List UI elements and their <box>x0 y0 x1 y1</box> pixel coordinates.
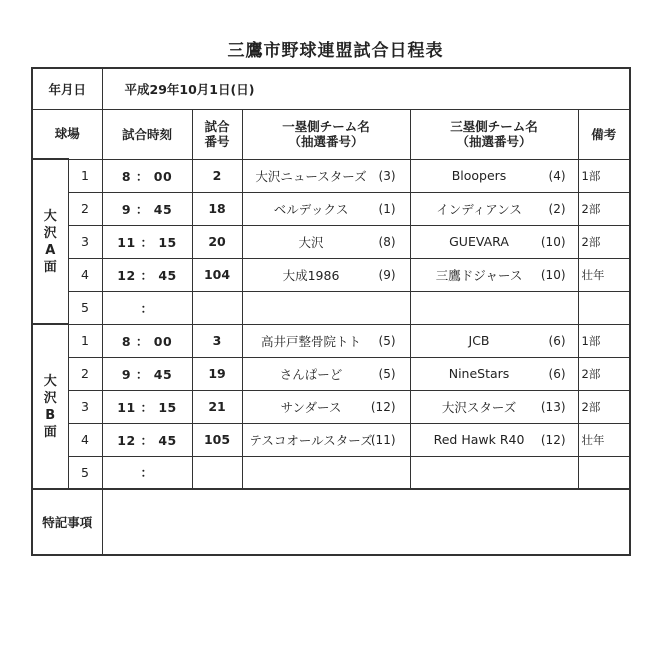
venue-name: 大 沢 A 面 <box>32 159 68 324</box>
team-3b-lot: (6) <box>548 333 566 348</box>
game-time: 11 ： 15 <box>102 225 192 258</box>
game-time: 12 ： 45 <box>102 423 192 456</box>
team-1b-name: 大沢 <box>298 234 324 250</box>
team-3b-name: NineStars <box>448 366 510 381</box>
slot-number: 3 <box>68 390 102 423</box>
header-team-3b: 三塁側チーム名 （抽選番号） <box>410 109 578 159</box>
team-3b-lot: (12) <box>540 432 566 447</box>
team-3b-name: GUEVARA <box>449 234 509 249</box>
remarks <box>578 291 630 324</box>
team-3b <box>410 390 578 423</box>
slot-number: 2 <box>68 357 102 390</box>
team-3b-name: Bloopers <box>451 168 507 183</box>
team-1b-name: 高井戸整骨院トト <box>261 333 362 349</box>
date-label: 年月日 <box>32 68 102 109</box>
team-3b <box>410 423 578 456</box>
table-row <box>32 192 630 225</box>
team-1b-name: ベルデックス <box>273 201 349 217</box>
team-1b <box>242 357 410 390</box>
remarks: 1部 <box>578 159 630 192</box>
team-1b <box>242 390 410 423</box>
team-3b-name: Red Hawk R40 <box>433 432 525 447</box>
team-3b-name: インディアンス <box>436 201 522 217</box>
team-1b-lot: (9) <box>378 267 396 282</box>
game-number <box>192 456 242 489</box>
slot-number: 5 <box>68 291 102 324</box>
remarks: 2部 <box>578 357 630 390</box>
team-1b-name: 大沢ニュースターズ <box>255 168 367 184</box>
game-number: 20 <box>192 225 242 258</box>
slot-number: 5 <box>68 456 102 489</box>
remarks: 1部 <box>578 324 630 357</box>
slot-number: 1 <box>68 159 102 192</box>
team-3b-name: 大沢スターズ <box>441 399 517 415</box>
team-1b-name: 大成1986 <box>282 267 340 283</box>
team-1b-name: テスコオールスターズ <box>249 432 373 448</box>
game-number: 3 <box>192 324 242 357</box>
header-venue: 球場 <box>32 109 102 159</box>
team-3b-name: JCB <box>468 333 490 348</box>
team-1b <box>242 423 410 456</box>
team-1b-lot: (8) <box>378 234 396 249</box>
game-time: 9 ： 45 <box>102 192 192 225</box>
special-notes-label: 特記事項 <box>32 489 102 555</box>
team-3b-lot: (4) <box>548 168 566 183</box>
table-row <box>32 390 630 423</box>
team-3b-lot: (10) <box>540 234 566 249</box>
remarks: 2部 <box>578 390 630 423</box>
table-row <box>32 291 630 324</box>
game-time: 9 ： 45 <box>102 357 192 390</box>
game-time: ： <box>102 456 192 489</box>
team-1b <box>242 192 410 225</box>
table-row <box>32 357 630 390</box>
team-3b <box>410 258 578 291</box>
team-1b-lot: (11) <box>370 432 396 447</box>
game-number: 2 <box>192 159 242 192</box>
team-1b-lot: (3) <box>378 168 396 183</box>
special-notes-row <box>32 489 630 555</box>
header-remarks: 備考 <box>578 109 630 159</box>
team-3b <box>410 159 578 192</box>
team-1b <box>242 258 410 291</box>
team-3b <box>410 225 578 258</box>
team-3b <box>410 456 578 489</box>
team-3b-name: 三鷹ドジャース <box>435 267 523 283</box>
game-number <box>192 291 242 324</box>
header-row <box>32 109 630 159</box>
team-1b <box>242 225 410 258</box>
schedule-table <box>31 67 631 556</box>
team-1b <box>242 456 410 489</box>
slot-number: 4 <box>68 423 102 456</box>
remarks: 2部 <box>578 225 630 258</box>
game-number: 105 <box>192 423 242 456</box>
game-number: 18 <box>192 192 242 225</box>
team-1b <box>242 159 410 192</box>
team-1b-lot: (12) <box>370 399 396 414</box>
date-value: 平成29年10月1日(日) <box>102 68 630 109</box>
remarks: 壮年 <box>578 423 630 456</box>
game-time: 8 ： 00 <box>102 159 192 192</box>
team-1b-lot: (1) <box>378 201 396 216</box>
team-1b-lot: (5) <box>378 366 396 381</box>
team-3b <box>410 192 578 225</box>
team-1b-name: サンダース <box>280 399 342 415</box>
team-1b-name: さんぱーど <box>279 366 343 382</box>
table-row <box>32 423 630 456</box>
game-time: 12 ： 45 <box>102 258 192 291</box>
table-row <box>32 159 630 192</box>
game-number: 19 <box>192 357 242 390</box>
game-time: 11 ： 15 <box>102 390 192 423</box>
header-game-no: 試合 番号 <box>192 109 242 159</box>
header-time: 試合時刻 <box>102 109 192 159</box>
game-number: 21 <box>192 390 242 423</box>
team-1b-lot: (5) <box>378 333 396 348</box>
team-3b <box>410 324 578 357</box>
game-number: 104 <box>192 258 242 291</box>
table-row <box>32 456 630 489</box>
date-row <box>32 68 630 109</box>
team-3b-lot: (13) <box>540 399 566 414</box>
team-3b-lot: (6) <box>548 366 566 381</box>
table-row <box>32 225 630 258</box>
game-time: ： <box>102 291 192 324</box>
page-title: 三鷹市野球連盟試合日程表 <box>227 41 444 61</box>
slot-number: 1 <box>68 324 102 357</box>
slot-number: 2 <box>68 192 102 225</box>
table-row <box>32 324 630 357</box>
remarks: 2部 <box>578 192 630 225</box>
special-notes-value <box>102 489 630 555</box>
remarks: 壮年 <box>578 258 630 291</box>
team-3b <box>410 291 578 324</box>
slot-number: 3 <box>68 225 102 258</box>
table-row <box>32 258 630 291</box>
header-team-1b: 一塁側チーム名 （抽選番号） <box>242 109 410 159</box>
team-3b <box>410 357 578 390</box>
venue-name: 大 沢 B 面 <box>32 324 68 489</box>
slot-number: 4 <box>68 258 102 291</box>
remarks <box>578 456 630 489</box>
team-1b <box>242 291 410 324</box>
team-1b <box>242 324 410 357</box>
game-time: 8 ： 00 <box>102 324 192 357</box>
team-3b-lot: (10) <box>540 267 566 282</box>
team-3b-lot: (2) <box>548 201 566 216</box>
